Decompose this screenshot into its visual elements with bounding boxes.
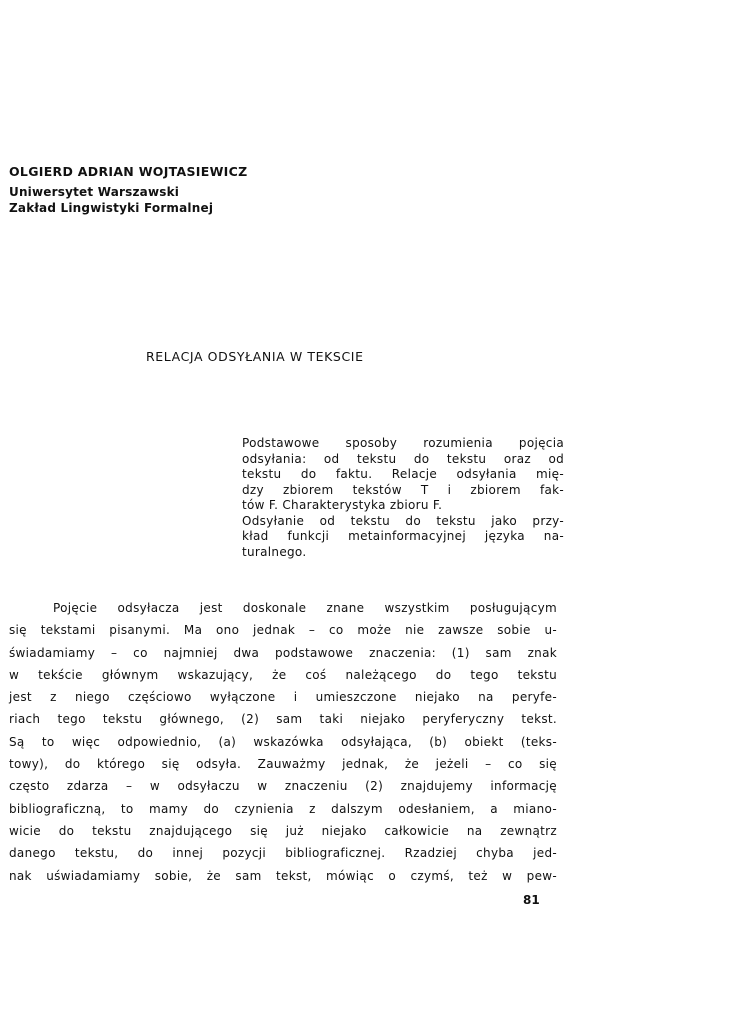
abstract-line: dzy zbiorem tekstów T i zbiorem fak- <box>242 482 564 497</box>
page-number: 81 <box>523 893 540 907</box>
author-name: OLGIERD ADRIAN WOJTASIEWICZ <box>9 164 248 179</box>
abstract <box>242 436 564 560</box>
body-line: riach tego tekstu głównego, (2) sam taki niejako peryferyczny tekst. <box>9 712 557 727</box>
body-line: jest z niego częściowo wyłączone i umieszczone niejako na peryfe- <box>9 690 557 705</box>
abstract-line: kład funkcji metainformacyjnej języka na- <box>242 529 564 543</box>
body-line: Są to więc odpowiednio, (a) wskazówka odsyłająca, (b) obiekt (teks- <box>9 734 557 749</box>
abstract-line: odsyłania: od tekstu do tekstu oraz od <box>242 451 564 466</box>
body-line: nak uświadamiamy sobie, że sam tekst, mówiąc o czymś, też w pew- <box>9 868 557 883</box>
affiliation-university: Uniwersytet Warszawski <box>9 185 180 199</box>
abstract-line: tekstu do faktu. Relacje odsyłania mię- <box>242 467 564 481</box>
body-line: w tekście głównym wskazujący, że coś należącego do tego tekstu <box>9 667 557 682</box>
body-line: świadamiamy – co najmniej dwa podstawowe znaczenia: (1) sam znak <box>9 645 557 660</box>
article-title: RELACJA ODSYŁANIA W TEKSCIE <box>146 349 364 364</box>
body-text <box>9 597 557 887</box>
affiliation-department: Zakład Lingwistyki Formalnej <box>9 201 214 215</box>
body-line: towy), do którego się odsyła. Zauważmy jednak, że jeżeli – co się <box>9 757 557 772</box>
body-line: się tekstami pisanymi. Ma ono jednak – co może nie zawsze sobie u- <box>9 623 557 638</box>
abstract-line: Podstawowe sposoby rozumienia pojęcia <box>242 436 564 450</box>
abstract-line: turalnego. <box>242 544 307 559</box>
body-line: bibliograficzną, to mamy do czynienia z dalszym odesłaniem, a miano- <box>9 801 557 816</box>
body-line: danego tekstu, do innej pozycji bibliograficznej. Rzadziej chyba jed- <box>9 846 557 861</box>
body-line: często zdarza – w odsyłaczu w znaczeniu (2) znajdujemy informację <box>9 779 557 794</box>
body-line: Pojęcie odsyłacza jest doskonale znane wszystkim posługującym <box>53 601 557 615</box>
abstract-line: tów F. Charakterystyka zbioru F. <box>242 498 443 512</box>
abstract-line: Odsyłanie od tekstu do tekstu jako przy- <box>242 513 564 528</box>
body-line: wicie do tekstu znajdującego się już niejako całkowicie na zewnątrz <box>9 823 557 838</box>
